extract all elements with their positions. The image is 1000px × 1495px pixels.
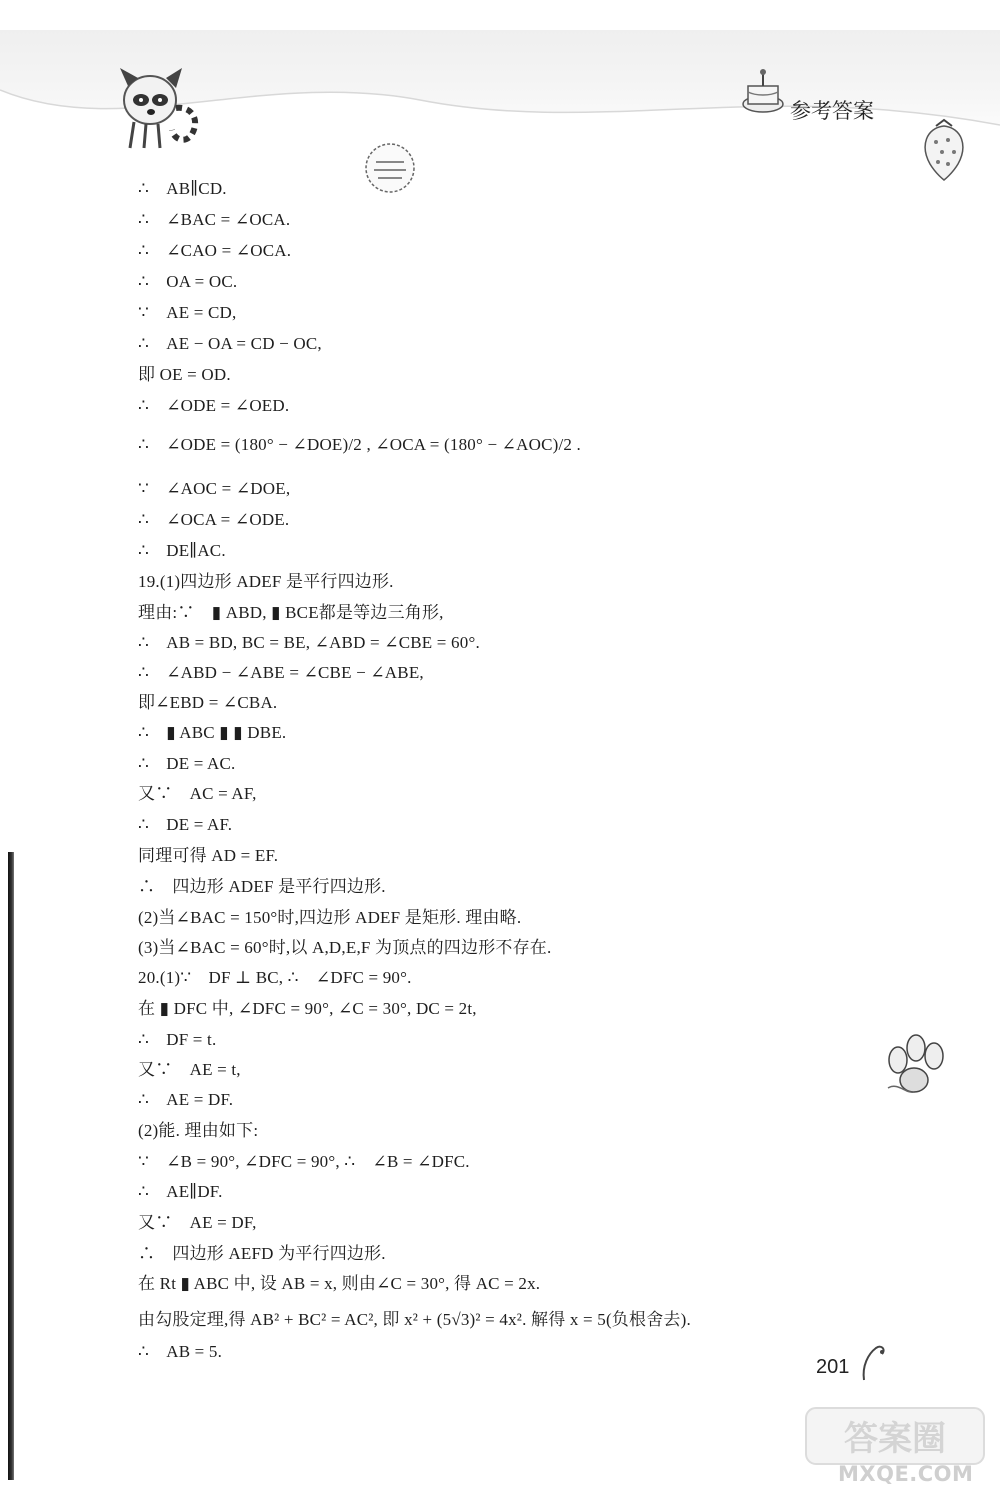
answer-line: ∴ DF = t. (138, 1030, 217, 1049)
answer-line: ∴ AE = DF. (138, 1090, 234, 1109)
answer-line: ∴ ∠OCA = ∠ODE. (138, 510, 290, 529)
answer-line: 19.(1)四边形 ADEF 是平行四边形. (138, 572, 394, 591)
answer-line: ∴ ∠ABD − ∠ABE = ∠CBE − ∠ABE, (138, 663, 424, 682)
answer-line: ∴ AB = BD, BC = BE, ∠ABD = ∠CBE = 60°. (138, 633, 480, 652)
header-title: 参考答案 (790, 99, 874, 123)
answer-line: 由勾股定理,得 AB² + BC² = AC², 即 x² + (5√3)² = 4x². 解得 x = 5(负根舍去). (138, 1310, 691, 1329)
answer-line: ∵ ∠B = 90°, ∠DFC = 90°, ∴ ∠B = ∠DFC. (138, 1152, 470, 1171)
answer-line: ∵ AE = CD, (138, 303, 237, 322)
answer-line: ∴ ∠CAO = ∠OCA. (138, 241, 292, 260)
paw-flower-icon (878, 1030, 954, 1100)
answer-line: ∴ 四边形 ADEF 是平行四边形. (138, 877, 386, 896)
answer-line: ∴ ∠ODE = ∠OED. (138, 396, 290, 415)
answer-line: 又∵ AE = t, (138, 1060, 241, 1079)
answer-line: ∴ DE = AC. (138, 754, 236, 773)
answer-line: ∴ OA = OC. (138, 272, 238, 291)
answer-line: (2)当∠BAC = 150°时,四边形 ADEF 是矩形. 理由略. (138, 908, 522, 927)
answer-line: ∴ AB = 5. (138, 1342, 223, 1361)
answer-line: (3)当∠BAC = 60°时,以 A,D,E,F 为顶点的四边形不存在. (138, 938, 552, 957)
answer-line: (2)能. 理由如下: (138, 1121, 259, 1140)
answer-line: 又∵ AC = AF, (138, 784, 257, 803)
answer-line: 20.(1)∵ DF ⊥ BC, ∴ ∠DFC = 90°. (138, 968, 412, 987)
watermark-text: 答案圈 (844, 1419, 946, 1459)
page-spine-shadow (8, 852, 14, 1480)
snail-icon (858, 1342, 888, 1382)
answer-line: ∴ ▮ ABC ▮ ▮ DBE. (138, 723, 287, 742)
page-number: 201 (816, 1356, 850, 1378)
answer-line: 即∠EBD = ∠CBA. (138, 693, 278, 712)
answer-line: 又∵ AE = DF, (138, 1213, 257, 1232)
answer-line: ∴ AE − OA = CD − OC, (138, 334, 322, 353)
answer-line: ∴ DE = AF. (138, 815, 233, 834)
answer-line: ∴ 四边形 AEFD 为平行四边形. (138, 1244, 386, 1263)
answer-line: ∴ ∠ODE = (180° − ∠DOE)/2 , ∠OCA = (180° − ∠AOC)/2 . (138, 435, 582, 454)
answer-line: 即 OE = OD. (138, 365, 231, 384)
watermark-url: MXQE.COM (838, 1462, 974, 1486)
answer-line: 同理可得 AD = EF. (138, 846, 279, 865)
answer-line: 理由:∵ ▮ ABD, ▮ BCE都是等边三角形, (138, 603, 444, 622)
answer-line: ∴ ∠BAC = ∠OCA. (138, 210, 291, 229)
answer-line: 在 ▮ DFC 中, ∠DFC = 90°, ∠C = 30°, DC = 2t, (138, 999, 477, 1018)
answer-line: ∴ AB∥CD. (138, 179, 227, 198)
answer-line: 在 Rt ▮ ABC 中, 设 AB = x, 则由∠C = 30°, 得 AC = 2x. (138, 1274, 541, 1293)
answer-line: ∴ AE∥DF. (138, 1182, 223, 1201)
answer-line: ∵ ∠AOC = ∠DOE, (138, 479, 291, 498)
answer-line: ∴ DE∥AC. (138, 541, 226, 560)
